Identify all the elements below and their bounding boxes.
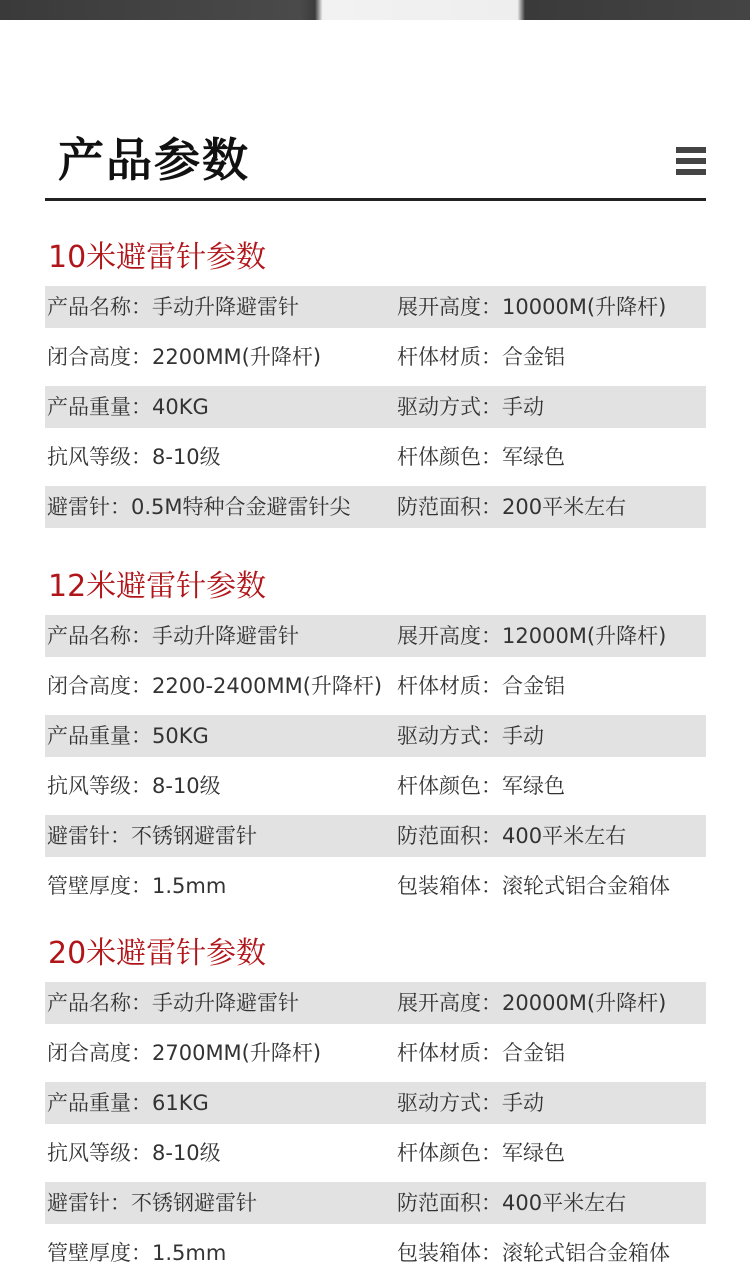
table-row: [45, 982, 706, 1032]
spec-cell-left: 产品重量：40KG: [47, 395, 209, 419]
spec-cell-right: 驱动方式：手动: [397, 395, 544, 419]
spec-cell-right: 防范面积：400平米左右: [397, 1191, 627, 1215]
table-row: [45, 765, 706, 815]
spec-cell-right: 驱动方式：手动: [397, 724, 544, 748]
spec-section-20m: [45, 926, 706, 1282]
spec-section-10m: [45, 230, 706, 536]
table-row: [45, 665, 706, 715]
spec-cell-left: 闭合高度：2200MM(升降杆): [47, 345, 322, 369]
spec-cell-left: 产品重量：61KG: [47, 1091, 209, 1115]
spec-section-12m: [45, 559, 706, 915]
table-row: [45, 1132, 706, 1182]
top-image-strip: [0, 0, 750, 20]
table-row: [45, 1082, 706, 1132]
table-row: [45, 615, 706, 665]
section-title: 10米避雷针参数: [48, 240, 267, 275]
spec-cell-left: 产品重量：50KG: [47, 724, 209, 748]
table-row: [45, 715, 706, 765]
spec-cell-right: 杆体材质：合金铝: [397, 674, 565, 698]
table-row: [45, 436, 706, 486]
spec-cell-left: 抗风等级：8-10级: [47, 1141, 221, 1165]
table-row: [45, 336, 706, 386]
table-row: [45, 1032, 706, 1082]
spec-cell-left: 避雷针：0.5M特种合金避雷针尖: [47, 495, 351, 519]
spec-cell-right: 杆体颜色：军绿色: [397, 445, 565, 469]
table-row: [45, 815, 706, 865]
spec-cell-right: 杆体材质：合金铝: [397, 1041, 565, 1065]
spec-cell-right: 杆体材质：合金铝: [397, 345, 565, 369]
spec-cell-left: 管壁厚度：1.5mm: [47, 874, 227, 898]
spec-cell-left: 避雷针：不锈钢避雷针: [47, 1191, 257, 1215]
table-row: [45, 386, 706, 436]
spec-cell-right: 杆体颜色：军绿色: [397, 774, 565, 798]
spec-cell-right: 展开高度：20000M(升降杆): [397, 991, 667, 1015]
spec-cell-left: 管壁厚度：1.5mm: [47, 1241, 227, 1265]
spec-cell-left: 闭合高度：2200-2400MM(升降杆): [47, 674, 383, 698]
spec-cell-right: 杆体颜色：军绿色: [397, 1141, 565, 1165]
page-header: [45, 120, 706, 201]
spec-cell-left: 避雷针：不锈钢避雷针: [47, 824, 257, 848]
section-title: 20米避雷针参数: [48, 936, 267, 971]
spec-cell-right: 展开高度：12000M(升降杆): [397, 624, 667, 648]
spec-cell-left: 抗风等级：8-10级: [47, 445, 221, 469]
spec-cell-left: 抗风等级：8-10级: [47, 774, 221, 798]
spec-cell-left: 产品名称：手动升降避雷针: [47, 991, 299, 1015]
spec-cell-left: 产品名称：手动升降避雷针: [47, 624, 299, 648]
spec-cell-left: 产品名称：手动升降避雷针: [47, 295, 299, 319]
table-row: [45, 1232, 706, 1282]
page-title: 产品参数: [58, 133, 250, 187]
section-title: 12米避雷针参数: [48, 569, 267, 604]
table-row: [45, 486, 706, 536]
hamburger-menu-icon[interactable]: [676, 147, 706, 175]
spec-cell-right: 包装箱体：滚轮式铝合金箱体: [397, 1241, 670, 1265]
spec-cell-right: 防范面积：400平米左右: [397, 824, 627, 848]
spec-cell-right: 包装箱体：滚轮式铝合金箱体: [397, 874, 670, 898]
table-row: [45, 865, 706, 915]
spec-cell-left: 闭合高度：2700MM(升降杆): [47, 1041, 322, 1065]
spec-cell-right: 驱动方式：手动: [397, 1091, 544, 1115]
spec-cell-right: 展开高度：10000M(升降杆): [397, 295, 667, 319]
spec-cell-right: 防范面积：200平米左右: [397, 495, 627, 519]
table-row: [45, 286, 706, 336]
table-row: [45, 1182, 706, 1232]
